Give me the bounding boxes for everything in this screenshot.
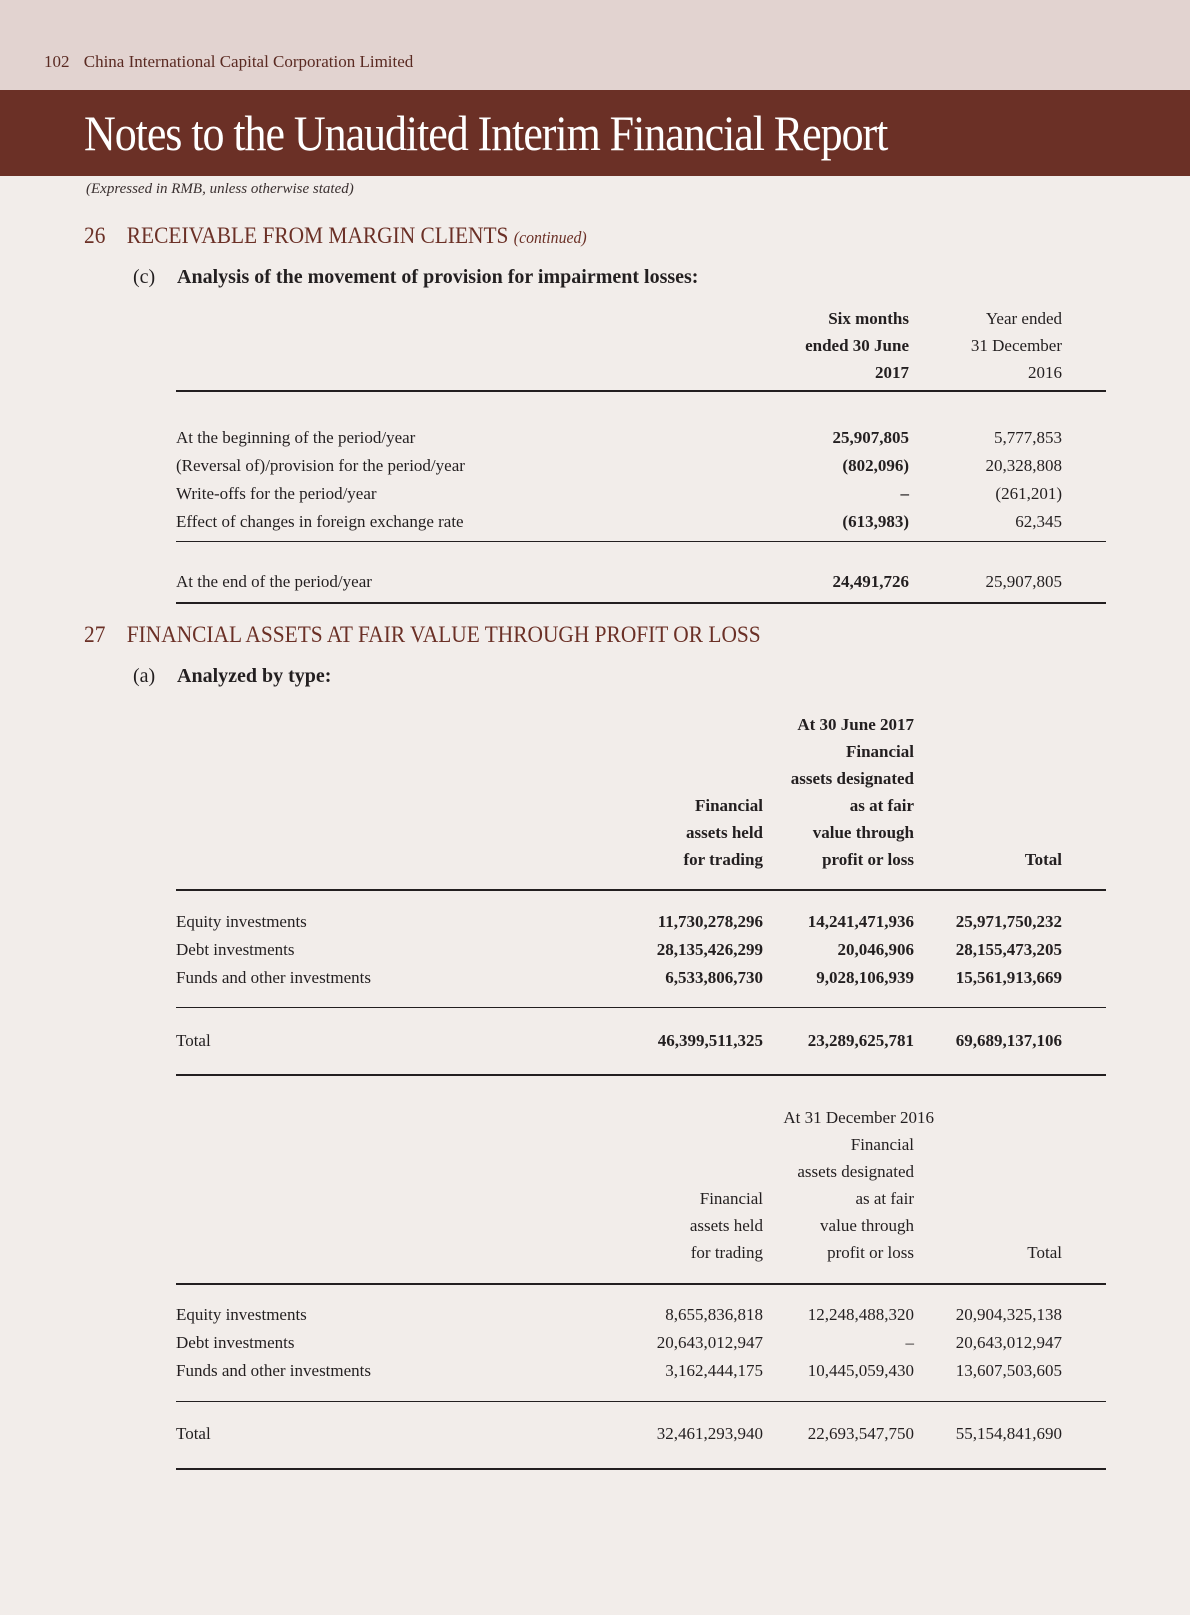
page-number: 102: [44, 52, 70, 71]
col-header: assets held: [689, 1216, 763, 1235]
header-rule: [176, 390, 1106, 392]
header-line: [176, 820, 1106, 847]
value-designated: –: [905, 1333, 914, 1352]
value-total: 15,561,913,669: [955, 968, 1062, 987]
value-total: 20,904,325,138: [955, 1305, 1062, 1324]
value-2017: –: [900, 484, 909, 503]
note-26c-heading: [133, 266, 698, 289]
value-total: 55,154,841,690: [955, 1424, 1062, 1443]
period-header: At 31 December 2016: [783, 1108, 934, 1127]
by-type-table-2016: [176, 1105, 1106, 1449]
value-trading: 20,643,012,947: [656, 1333, 763, 1352]
header-line: [176, 766, 1106, 793]
value-designated: 23,289,625,781: [807, 1031, 914, 1050]
col-header: Financial: [850, 1135, 914, 1154]
table-row: [176, 1330, 1106, 1358]
value-2017: (802,096): [842, 456, 909, 475]
header-line: [176, 1132, 1106, 1159]
row-label: At the beginning of the period/year: [176, 428, 416, 447]
value-trading: 3,162,444,175: [665, 1361, 763, 1380]
col-header: Financial: [845, 742, 914, 761]
title-band: [0, 90, 1190, 176]
sub-title: Analysis of the movement of provision for impairment losses:: [177, 266, 699, 288]
row-label: Equity investments: [176, 1305, 307, 1324]
value-designated: 12,248,488,320: [807, 1305, 914, 1324]
top-band: [0, 0, 1190, 90]
note-title: FINANCIAL ASSETS AT FAIR VALUE THROUGH PROFIT OR LOSS: [126, 622, 761, 647]
col-header: assets designated: [797, 1162, 914, 1181]
row-label: (Reversal of)/provision for the period/year: [176, 456, 465, 475]
header-rule: [176, 889, 1106, 891]
col-header: assets held: [686, 823, 763, 842]
col-header: profit or loss: [827, 1243, 914, 1262]
value-2016: 20,328,808: [985, 456, 1062, 475]
row-label: At the end of the period/year: [176, 572, 372, 591]
sub-label: (c): [133, 266, 156, 288]
note-number: 26: [84, 223, 106, 248]
col-header: for trading: [683, 850, 763, 869]
value-total: 25,971,750,232: [955, 912, 1062, 931]
header-line: [176, 1213, 1106, 1240]
row-label: Write-offs for the period/year: [176, 484, 377, 503]
total-rule: [176, 1468, 1106, 1470]
header-line: [176, 847, 1106, 874]
total-rule: [176, 602, 1106, 604]
value-trading: 32,461,293,940: [656, 1424, 763, 1443]
subtotal-rule: [176, 1401, 1106, 1402]
provision-movement-table: [176, 306, 1106, 597]
table-row: [176, 937, 1106, 965]
header-line: [176, 1105, 1106, 1132]
total-row: [176, 1421, 1106, 1449]
note-27a-heading: [133, 665, 331, 688]
col-header: profit or loss: [822, 850, 914, 869]
total-rule: [176, 1074, 1106, 1076]
header-line: [176, 739, 1106, 766]
table-row: [176, 965, 1106, 993]
period-header: At 30 June 2017: [797, 715, 914, 734]
running-head: [44, 52, 413, 72]
col-header: as at fair: [855, 1189, 914, 1208]
table-row: [176, 453, 1106, 481]
col-header: value through: [812, 823, 914, 842]
table-row: [176, 909, 1106, 937]
value-total: 13,607,503,605: [955, 1361, 1062, 1380]
total-row: [176, 1028, 1106, 1056]
by-type-table-2017: [176, 712, 1106, 1056]
table-row: [176, 425, 1106, 453]
value-2017: (613,983): [842, 512, 909, 531]
value-2017: 25,907,805: [832, 428, 909, 447]
row-label: Total: [176, 1424, 211, 1443]
header-line: [176, 306, 1106, 333]
col-header: assets designated: [790, 769, 914, 788]
value-trading: 6,533,806,730: [665, 968, 763, 987]
company-name: China International Capital Corporation Limited: [83, 52, 414, 71]
table-row: [176, 1302, 1106, 1330]
row-label: Equity investments: [176, 912, 307, 931]
col-header: Year ended: [985, 309, 1062, 328]
value-2016: (261,201): [995, 484, 1062, 503]
page-title: Notes to the Unaudited Interim Financial Report: [84, 105, 888, 161]
table-row: [176, 509, 1106, 537]
value-trading: 28,135,426,299: [656, 940, 763, 959]
row-label: Debt investments: [176, 1333, 295, 1352]
value-2017: 24,491,726: [832, 572, 909, 591]
header-line: [176, 1240, 1106, 1267]
sub-title: Analyzed by type:: [177, 665, 332, 687]
col-header: ended 30 June: [805, 336, 909, 355]
currency-note: (Expressed in RMB, unless otherwise stated): [86, 181, 354, 197]
row-label: Total: [176, 1031, 211, 1050]
col-header: Total: [1024, 850, 1062, 869]
value-designated: 14,241,471,936: [807, 912, 914, 931]
row-label: Funds and other investments: [176, 1361, 372, 1380]
table-row: [176, 481, 1106, 509]
col-header: for trading: [690, 1243, 763, 1262]
col-header: Financial: [699, 1189, 763, 1208]
col-header: Six months: [828, 309, 909, 328]
value-trading: 8,655,836,818: [665, 1305, 763, 1324]
note-26-heading: [84, 223, 587, 249]
subtotal-rule: [176, 541, 1106, 542]
value-trading: 46,399,511,325: [657, 1031, 763, 1050]
table-row: [176, 1358, 1106, 1386]
continued-label: (continued): [513, 228, 587, 247]
value-2016: 62,345: [1015, 512, 1062, 531]
header-line: [176, 333, 1106, 360]
col-header: as at fair: [849, 796, 914, 815]
value-designated: 10,445,059,430: [807, 1361, 914, 1380]
col-header: Total: [1027, 1243, 1062, 1262]
value-2016: 5,777,853: [994, 428, 1062, 447]
value-2016: 25,907,805: [985, 572, 1062, 591]
row-label: Debt investments: [176, 940, 295, 959]
total-row: [176, 569, 1106, 597]
value-designated: 9,028,106,939: [816, 968, 914, 987]
value-trading: 11,730,278,296: [657, 912, 763, 931]
subtotal-rule: [176, 1007, 1106, 1008]
note-number: 27: [84, 622, 106, 647]
value-designated: 22,693,547,750: [807, 1424, 914, 1443]
note-27-heading: [84, 622, 761, 648]
value-designated: 20,046,906: [837, 940, 914, 959]
row-label: Funds and other investments: [176, 968, 372, 987]
header-line: [176, 360, 1106, 387]
header-rule: [176, 1283, 1106, 1285]
row-label: Effect of changes in foreign exchange rate: [176, 512, 464, 531]
value-total: 69,689,137,106: [955, 1031, 1062, 1050]
value-total: 28,155,473,205: [955, 940, 1062, 959]
note-title: RECEIVABLE FROM MARGIN CLIENTS: [126, 223, 509, 248]
header-line: [176, 712, 1106, 739]
col-header: Financial: [694, 796, 763, 815]
header-line: [176, 793, 1106, 820]
col-header: 31 December: [970, 336, 1062, 355]
col-header: 2016: [1028, 363, 1062, 382]
value-total: 20,643,012,947: [955, 1333, 1062, 1352]
col-header: value through: [820, 1216, 914, 1235]
col-header: 2017: [875, 363, 909, 382]
sub-label: (a): [133, 665, 156, 687]
header-line: [176, 1159, 1106, 1186]
header-line: [176, 1186, 1106, 1213]
